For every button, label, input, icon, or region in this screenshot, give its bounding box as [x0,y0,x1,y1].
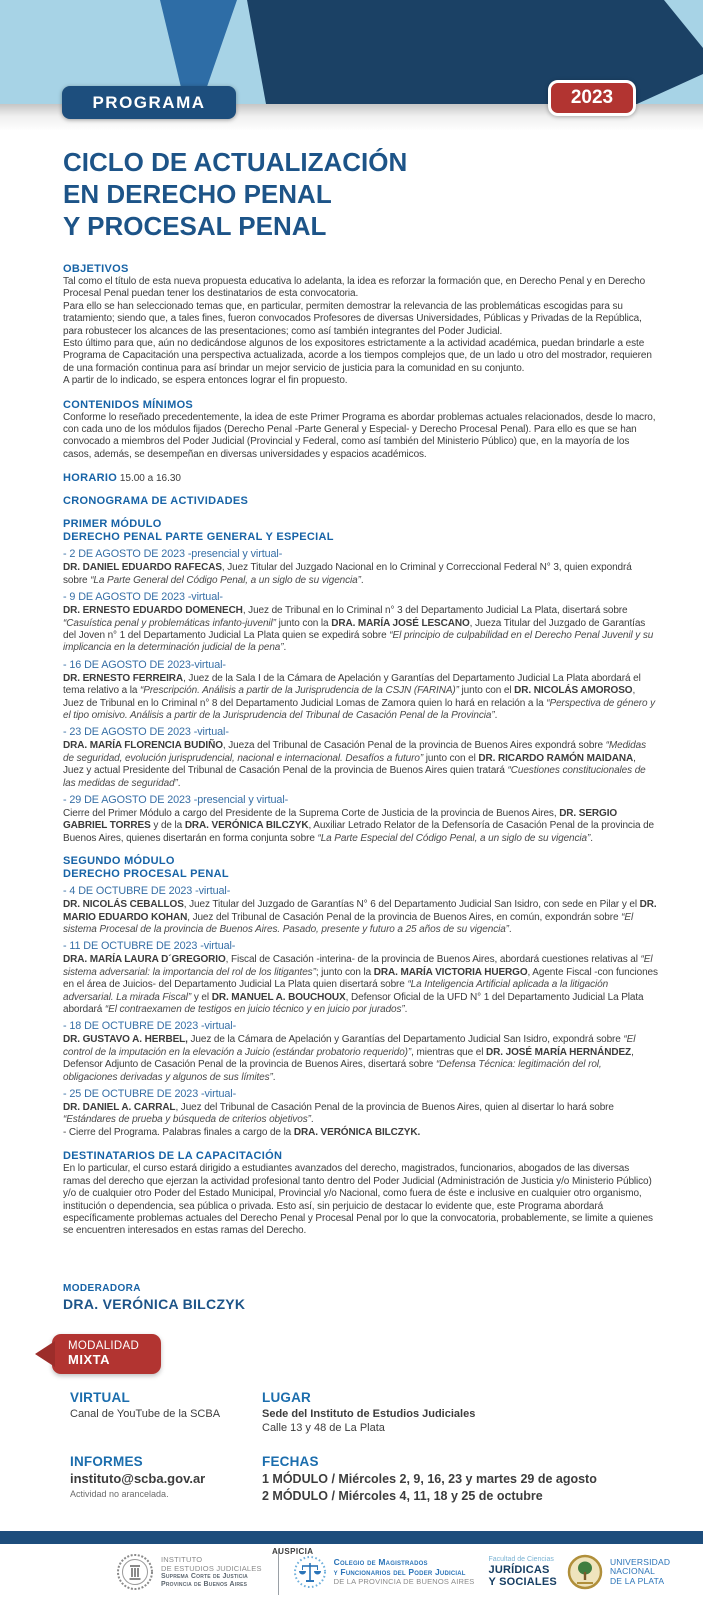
moderadora-label: MODERADORA [63,1283,141,1294]
cronograma-modules [63,518,658,1139]
year-badge-label: 2023 [570,87,614,108]
informes-email[interactable]: instituto@scba.gov.ar [70,1471,206,1486]
lugar-heading: LUGAR [262,1390,311,1405]
unlp-line3: DE LA PLATA [609,1575,665,1586]
moderadora-name: DRA. VERÓNICA BILCZYK [63,1296,246,1312]
entry-detail: ; junto con la [315,966,374,978]
virtual-line: Canal de YouTube de la SCBA [70,1408,221,1420]
footer-logos [0,1544,703,1600]
facultad-line1: JURÍDICAS [488,1564,550,1576]
talk-title: “Defensa Técnica: legitimación del rol, obligaciones derivadas y algunos de sus límites” [63,1059,602,1083]
speaker-name: DR. ERNESTO EDUARDO DOMENECH [63,605,243,617]
entry-detail: , Jueza del Tribunal de Casación Penal de la provincia de Buenos Aires expondrá sobre [222,740,606,752]
cronograma-module [63,518,658,845]
entry-detail: . [590,832,593,844]
lugar-line1: Sede del Instituto de Estudios Judiciales [262,1408,476,1420]
horario-value: 15.00 a 16.30 [119,473,181,485]
entry-date: - 25 DE OCTUBRE DE 2023 -virtual- [63,1088,237,1101]
virtual-heading: VIRTUAL [70,1390,130,1405]
entry-detail: , Defensor Oficial de la UFD N° 1 del Departamento Judicial La Plata abordará [63,991,644,1016]
moderadora-block [63,1283,245,1312]
colegio-logo-block [293,1555,475,1589]
talk-title: “La Inteligencia Artificial aplicada a la litigación adversarial. La mirada Fiscal” [63,979,609,1003]
colegio-line2: y Funcionarios del Poder Judicial [333,1567,466,1577]
entry-detail: , Defensor Adjunto de Casación Penal de la provincia de Buenos Aires, disertará sobre [63,1046,634,1071]
entry-date: - 23 DE AGOSTO DE 2023 -virtual- [63,726,229,739]
speaker-name: DRA. MARÍA JOSÉ LESCANO [331,617,470,629]
entry-date: - 11 DE OCTUBRE DE 2023 -virtual- [63,940,236,953]
fechas-line2: 2 MÓDULO / Miércoles 4, 11, 18 y 25 de octubre [262,1489,543,1503]
iej-text [161,1555,262,1590]
colegio-sub: DE LA PROVINCIA DE BUENOS AIRES [333,1577,475,1586]
facultad-line2: Y SOCIALES [488,1576,557,1588]
unlp-text [610,1558,670,1587]
destinatarios-body [63,1163,658,1237]
module-title: SEGUNDO MÓDULO [63,855,175,868]
unlp-logo-block [567,1554,670,1590]
modalidad-ribbon-body [52,1334,161,1374]
module-title: PRIMER MÓDULO [63,518,162,531]
horario-label: HORARIO [63,472,118,485]
module-subtitle: DERECHO PENAL PARTE GENERAL Y ESPECIAL [63,531,334,544]
paragraph: Esto último para que, aún no dedicándose algunos de los expositores estrictamente a la actividad académica, puedan brindarle a este Programa de Capacitación una perspectiva actualizada, acorde a los tiempos complejos que, de un lado u otro del mostrador, requieren de una formación continua para así brindar un mejor servicio de justicia para la comunidad en su conjunto. [63,338,652,374]
entry-text [63,1102,658,1139]
entry-text [63,605,658,655]
speaker-name: DR. GUSTAVO A. HERBEL, [63,1034,188,1046]
iej-logo-block [116,1553,262,1591]
unlp-seal-icon [567,1554,603,1590]
iej-line1: INSTITUTO [161,1554,203,1564]
unlp-line1: UNIVERSIDAD [609,1556,671,1567]
entry-detail: y el [191,991,212,1003]
entry-detail: y de la [150,820,185,832]
entry-date: - 2 DE AGOSTO DE 2023 -presencial y virtual- [63,548,283,561]
modalidad-value: MIXTA [68,1352,110,1367]
entry-date: - 16 DE AGOSTO DE 2023-virtual- [63,658,226,671]
cronograma-entry [63,726,658,790]
lugar-line2: Calle 13 y 48 de La Plata [262,1422,385,1434]
programa-badge-label: PROGRAMA [92,92,206,112]
talk-title: “La Parte Especial del Código Penal, a un siglo de su vigencia” [317,832,591,844]
speaker-name: DR. DANIEL A. CARRAL [63,1102,176,1114]
module-subtitle: DERECHO PROCESAL PENAL [63,868,229,881]
iej-sub2: Provincia de Buenos Aires [161,1581,248,1588]
paragraph: Conforme lo reseñado precedentemente, la idea de este Primer Programa es abordar problemas actuales relacionados, desde lo macro, con cada uno de los módulos fijados (Derecho Penal -Parte General y Especial- y Derecho Procesal Penal). Para ello es que se han convocado a miembros del Poder Judicial (Provincial y Federal, como así también del Ministerio Público) que, en la mayoría de los casos, además, se desempeñan en diversas universidades y espacios académicos. [63,411,656,460]
page-title-line2: EN DERECHO PENAL [63,179,332,209]
fechas-line1: 1 MÓDULO / Miércoles 2, 9, 16, 23 y martes 29 de agosto [262,1472,597,1486]
main-content [0,146,703,1238]
module-entries [63,548,658,845]
talk-title: “Cuestiones constitucionales de las medidas de seguridad” [63,765,646,789]
talk-title: “El contraexamen de testigos en juicio técnico y en juicio por jurados” [104,1004,405,1016]
page-title-line3: Y PROCESAL PENAL [63,211,327,241]
entry-detail: , Juez Titular del Juzgado de Garantías N° 6 del Departamento Judicial San Isidro, con sede en Pilar y el [183,899,640,911]
entry-date: - 29 DE AGOSTO DE 2023 -presencial y virtual- [63,793,289,806]
paragraph: Tal como el título de esta nueva propuesta educativa lo adelanta, la idea es reforzar la formación que, en Derecho Penal y en Derecho Procesal Penal puedan tener los destinatarios de esta convocatoria. [63,276,646,300]
info-virtual [70,1390,262,1435]
info-fechas [262,1454,655,1505]
cronograma-entry [63,794,658,845]
unlp-line2: NACIONAL [609,1566,655,1577]
iej-sub1: Suprema Corte de Justicia [161,1572,248,1580]
speaker-name: DRA. VERÓNICA BILCZYK. [293,1126,421,1138]
entry-text [63,808,658,845]
speaker-name: DRA. MARÍA FLORENCIA BUDIÑO [63,740,223,752]
speaker-name: DR. RICARDO RAMÓN MAIDANA [478,752,634,764]
entry-text [63,673,658,723]
entry-detail: , Juez del Tribunal de Casación Penal de la provincia de Buenos Aires, en común, expondrán sobre [187,911,622,923]
entry-detail: . [508,924,512,935]
cronograma-entry [63,1088,658,1139]
cronograma-entry [63,591,658,655]
talk-title: “Perspectiva de género y el tipo omisivo. Análisis a partir de la Jurisprudencia del Tribunal de Casación Penal de la Provincia” [63,697,656,721]
entry-text [63,562,658,587]
informes-heading: INFORMES [70,1454,143,1469]
talk-title: “El sistema Procesal de la provincia de Buenos Aires. Pasado, presente y futuro a 25 años de su vigencia” [63,911,634,935]
speaker-name: DR. NICOLÁS AMOROSO [514,685,633,697]
iej-line2: DE ESTUDIOS JUDICIALES [161,1563,262,1573]
entry-detail: , Juez de Tribunal en lo Criminal n° 8 del Departamento Judicial Lomas de Zamora quien lo hará en relación a la [63,685,636,709]
paragraph: A partir de lo indicado, se espera entonces lograr el fin propuesto. [63,375,348,387]
cronograma-entry [63,1020,658,1084]
speaker-name: DR. SERGIO GABRIEL TORRES [63,807,618,832]
entry-detail: , Agente Fiscal -con funciones en el área de Juicios- del Departamento Judicial La Plata quien disertará sobre [63,966,658,991]
fechas-heading: FECHAS [262,1454,319,1469]
colegio-text [334,1557,475,1587]
entry-detail: . [360,574,364,586]
speaker-name: DR. JOSÉ MARÍA HERNÁNDEZ [486,1046,632,1058]
entry-detail: , mientras que el [411,1046,487,1058]
cronograma-entry [63,885,658,936]
scales-of-justice-icon [293,1555,327,1589]
entry-detail: Cierre del Primer Módulo a cargo del Presidente de la Suprema Corte de Justicia de la provincia de Buenos Aires, [63,807,560,819]
cronograma-module [63,855,658,1139]
talk-title: “Estándares de prueba y búsqueda de criterios objetivos” [63,1114,311,1126]
programa-badge [62,86,236,119]
speaker-name: DR. ERNESTO FERREIRA [63,672,184,684]
paragraph: En lo particular, el curso estará dirigido a estudiantes avanzados del derecho, magistrados, funcionarios, abogados de las diversas ramas del derecho que ejerzan la actividad profesional tanto dentro del Poder Judicial (Administración de Justicia y/o Ministerio Público) y/o de cualquier otro Poder del Estado Municipal, Provincial y/o Nacional, como fuera de éste e inclusive en cualquier otro organismo, institución o dependencia, sea pública o privada. Esto así, sin perjuicio de destacar lo evidente que, este Programa abordará específicamente problemas actuales del Derecho Penal y Procesal Penal por lo que la convocatoria, probablemente, se limite a quienes se encuentren interesados en estas ramas del Derecho. [63,1163,653,1237]
info-informes [70,1454,262,1505]
entry-detail: . [283,642,287,654]
entry-detail: , Juez de Tribunal en lo Criminal n° 3 del Departamento Judicial La Plata, disertará sobre [242,605,628,617]
facultad-logo-block [489,1556,557,1588]
cronograma-entry [63,659,658,723]
talk-title: “El principio de culpabilidad en el Derecho Penal Juvenil y su implicancia en la determinación judicial de la pena” [63,629,654,654]
footer [0,1531,703,1600]
modalidad-ribbon [52,1334,161,1374]
module-entries [63,885,658,1139]
objetivos-body [63,276,658,388]
entry-detail: , Juez Titular del Juzgado Nacional en lo Criminal y Correccional Federal N° 3, quien expondrá sobre [63,562,632,586]
entry-detail: , Jueza Titular del Juzgado de Garantías del Joven n° 1 del Departamento Judicial La Plata quien se expedirá sobre [63,617,646,641]
objetivos-heading: OBJETIVOS [63,263,129,275]
cronograma-heading: CRONOGRAMA DE ACTIVIDADES [63,495,249,508]
talk-title: “Medidas de seguridad, evolución jurisprudencial, nacional e internacional. Desafíos a futuro” [63,740,646,764]
entry-detail: , Juez y actual Presidente del Tribunal de Casación Penal de la provincia de Buenos Aires quien tratará [63,752,636,777]
info-lugar [262,1390,655,1435]
entry-detail: Juez de la Cámara de Apelación y Garantías del Departamento Judicial San Isidro, expondrá sobre [187,1034,624,1046]
page-title-line1: CICLO DE ACTUALIZACIÓN [63,147,408,177]
footer-bar [0,1531,703,1544]
entry-text [63,1034,658,1084]
modalidad-label: MODALIDAD [68,1340,140,1352]
entry-detail: junto con la [275,617,332,629]
entry-detail: . [404,1004,408,1016]
destinatarios-heading: DESTINATARIOS DE LA CAPACITACIÓN [63,1150,283,1163]
speaker-name: DR. NICOLÁS CEBALLOS [63,899,184,911]
talk-title: “La Parte General del Código Penal, a un siglo de su vigencia” [90,574,361,586]
talk-title: “El control de la imputación en la elevación a Juicio (estándar probatorio requerido)” [63,1034,636,1058]
entry-detail: - Cierre del Programa. Palabras finales a cargo de la [63,1126,294,1138]
entry-text [63,954,658,1016]
entry-detail: , Auxiliar Letrado Relator de la Defensoría de Casación Penal de la provincia de Buenos Aires, quienes disertarán en forma conjunta sobre [63,820,655,844]
cronograma-entry [63,940,658,1016]
paragraph: Para ello se han seleccionado temas que, en particular, permiten demostrar la relevancia de las problemáticas escogidas para su tratamiento; siendo que, a tales fines, fueron convocados Profesores de diversas Universidades, Públicas y Privadas de la República, para robustecer los alcances de las presentaciones; como así también integrantes del Poder Judicial. [63,300,642,337]
entry-detail: . [272,1071,276,1083]
speaker-name: DR. MARIO EDUARDO KOHAN [63,899,657,923]
iej-seal-icon [116,1553,154,1591]
entry-detail: junto con el [423,752,479,764]
page-title [63,146,658,242]
cronograma-entry [63,548,658,587]
speaker-name: DRA. MARÍA LAURA D´GREGORIO [63,954,226,966]
entry-date: - 9 DE AGOSTO DE 2023 -virtual- [63,591,223,604]
entry-detail: , Juez de la Sala I de la Cámara de Apelación y Garantías del Departamento Judicial La Plata abordará el tema relativo a la [63,672,641,697]
contenidos-heading: CONTENIDOS MÍNIMOS [63,398,194,411]
talk-title: “Prescripción. Análisis a partir de la Jurisprudencia de la CSJN (FARINA)” [140,685,459,697]
auspicia-label: AUSPICIA [272,1547,314,1556]
entry-date: - 4 DE OCTUBRE DE 2023 -virtual- [63,885,231,898]
entry-detail: , Juez del Tribunal de Casación Penal de la provincia de Buenos Aires, quien al disertar lo hará sobre [175,1102,614,1114]
year-badge [548,80,636,116]
facultad-top: Facultad de Ciencias [488,1556,554,1563]
talk-title: “El sistema adversarial: la importancia del rol de los litigantes” [63,954,653,978]
entry-detail: . [494,709,498,721]
entry-detail: junto con el [458,685,515,697]
speaker-name: DRA. MARÍA VICTORIA HUERGO [373,966,528,978]
colegio-line1: Colegio de Magistrados [333,1557,428,1567]
informes-note: Actividad no arancelada. [70,1489,169,1499]
contenidos-body [63,412,658,462]
info-grid [70,1390,655,1505]
entry-text [63,740,658,790]
entry-detail: , Fiscal de Casación -interina- de la provincia de Buenos Aires, abordará cuestiones relativas al [225,954,641,966]
talk-title: “Casuística penal y problemáticas infanto-juvenil” [63,617,276,629]
entry-date: - 18 DE OCTUBRE DE 2023 -virtual- [63,1020,237,1033]
entry-text [63,899,658,936]
speaker-name: DR. MANUEL A. BOUCHOUX [211,991,346,1003]
horario-line [63,472,658,484]
entry-detail: . [310,1114,314,1126]
entry-detail: . [177,777,181,789]
speaker-name: DR. DANIEL EDUARDO RAFECAS [63,562,222,574]
speaker-name: DRA. VERÓNICA BILCZYK [184,820,309,832]
